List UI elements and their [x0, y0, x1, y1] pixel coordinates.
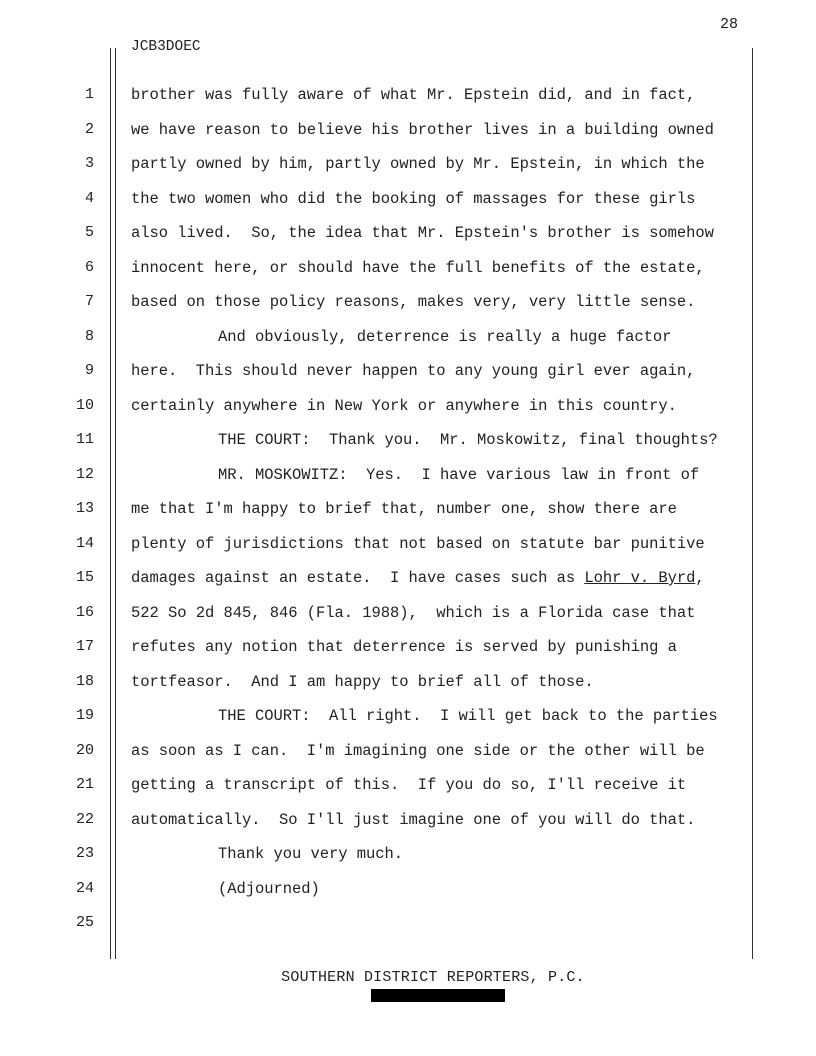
transcript-line: And obviously, deterrence is really a huge factor [218, 327, 672, 346]
line-text-before-cite: damages against an estate. I have cases such as [131, 569, 585, 587]
redaction-bar [371, 989, 505, 1002]
line-number: 10 [75, 396, 94, 414]
line-number: 6 [84, 258, 94, 276]
transcript-line: certainly anywhere in New York or anywhere in this country. [131, 396, 677, 415]
transcript-line: based on those policy reasons, makes very, very little sense. [131, 293, 696, 311]
line-number: 21 [75, 776, 94, 793]
transcript-line: brother was fully aware of what Mr. Epstein did, and in fact, [131, 86, 696, 104]
line-number: 9 [84, 362, 94, 379]
line-number: 25 [75, 914, 94, 931]
left-margin-rule-outer [110, 48, 111, 959]
transcript-line: automatically. So I'll just imagine one of you will do that. [131, 810, 696, 829]
line-number: 14 [75, 534, 94, 552]
transcript-line: MR. MOSKOWITZ: Yes. I have various law in front of [218, 465, 700, 484]
transcript-line: Thank you very much. [218, 845, 404, 863]
case-citation: Lohr v. Byrd [584, 569, 696, 587]
transcript-line: partly owned by him, partly owned by Mr. Epstein, in which the [131, 155, 705, 173]
line-number: 2 [84, 120, 94, 138]
transcript-line: plenty of jurisdictions that not based on statute bar punitive [131, 534, 705, 553]
line-number: 13 [75, 500, 94, 517]
transcript-line: here. This should never happen to any young girl ever again, [131, 362, 696, 380]
line-number-column [60, 78, 94, 941]
line-number: 23 [75, 845, 94, 862]
line-text-after-cite: , [695, 569, 705, 587]
transcript-line: innocent here, or should have the full benefits of the estate, [131, 258, 705, 277]
line-number: 5 [84, 224, 94, 241]
line-number: 17 [75, 638, 94, 655]
line-number: 19 [75, 707, 94, 724]
line-number: 12 [75, 465, 94, 483]
case-code: JCB3DOEC [131, 39, 201, 55]
transcript-line: THE COURT: Thank you. Mr. Moskowitz, final thoughts? [218, 431, 718, 449]
line-number: 7 [84, 293, 94, 310]
transcript-line: THE COURT: All right. I will get back to the parties [218, 707, 718, 725]
transcript-line: refutes any notion that deterrence is served by punishing a [131, 638, 677, 656]
reporter-footer: SOUTHERN DISTRICT REPORTERS, P.C. [281, 969, 585, 986]
line-number: 18 [75, 672, 94, 690]
transcript-line [131, 906, 746, 941]
line-number: 1 [84, 86, 94, 103]
transcript-line: the two women who did the booking of massages for these girls [131, 189, 696, 208]
line-number: 4 [84, 189, 94, 207]
left-margin-rule-inner [115, 48, 116, 959]
transcript-line: (Adjourned) [218, 879, 320, 898]
transcript-line: tortfeasor. And I am happy to brief all of those. [131, 672, 594, 691]
transcript-line: as soon as I can. I'm imagining one side or the other will be [131, 741, 705, 760]
line-number: 3 [84, 155, 94, 172]
line-number: 11 [75, 431, 94, 448]
transcript-body [131, 78, 746, 941]
line-number: 24 [75, 879, 94, 897]
transcript-line: me that I'm happy to brief that, number one, show there are [131, 500, 677, 518]
transcript-line [131, 561, 746, 596]
transcript-line: 522 So 2d 845, 846 (Fla. 1988), which is a Florida case that [131, 603, 696, 622]
line-number: 20 [75, 741, 94, 759]
line-number: 22 [75, 810, 94, 828]
line-number: 16 [75, 603, 94, 621]
right-margin-rule [752, 48, 753, 959]
line-number: 15 [75, 569, 94, 586]
transcript-line: also lived. So, the idea that Mr. Epstein's brother is somehow [131, 224, 714, 242]
page-number: 28 [719, 16, 738, 33]
transcript-line: getting a transcript of this. If you do so, I'll receive it [131, 776, 687, 794]
line-number: 8 [84, 327, 94, 345]
transcript-line: we have reason to believe his brother lives in a building owned [131, 120, 714, 139]
